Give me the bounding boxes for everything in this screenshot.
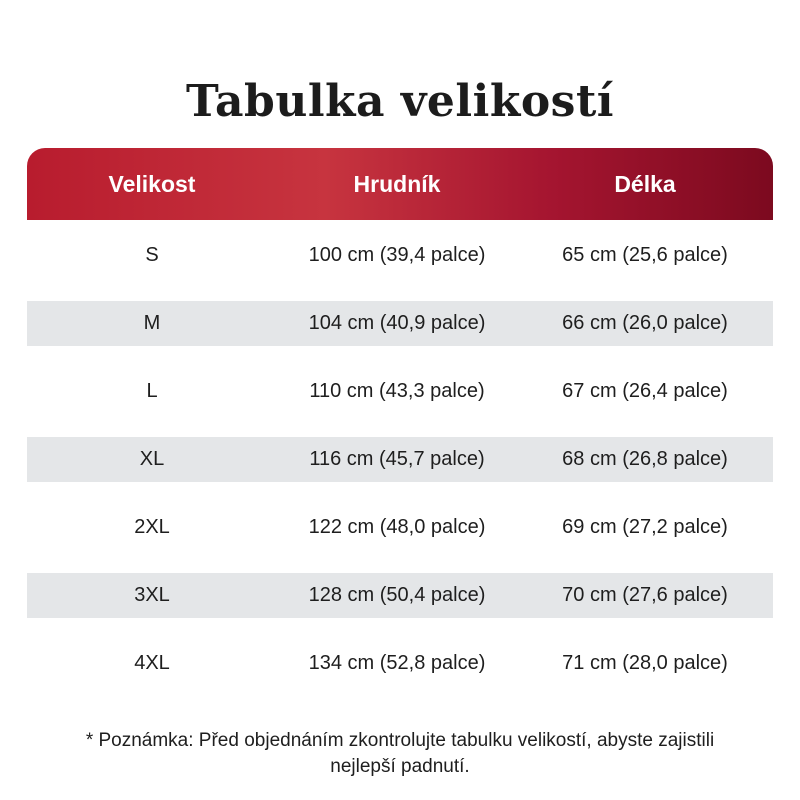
cell-length: 69 cm (27,2 palce)	[562, 516, 728, 538]
cell-chest: 134 cm (52,8 palce)	[308, 652, 486, 674]
table-row	[27, 301, 773, 346]
cell-size: 4XL	[134, 652, 170, 674]
cell-length: 70 cm (27,6 palce)	[562, 584, 728, 606]
cell-chest: 116 cm (45,7 palce)	[309, 448, 485, 470]
table-header	[27, 148, 773, 220]
table-row	[27, 573, 773, 618]
cell-length: 67 cm (26,4 palce)	[562, 380, 728, 402]
cell-chest: 100 cm (39,4 palce)	[308, 244, 486, 266]
cell-size: XL	[139, 448, 165, 470]
cell-chest: 110 cm (43,3 palce)	[309, 380, 485, 402]
cell-chest: 128 cm (50,4 palce)	[308, 584, 486, 606]
footnote: * Poznámka: Před objednáním zkontrolujte tabulku velikostí, abyste zajistili nejlepší padnutí.	[85, 730, 715, 777]
table-row	[27, 437, 773, 482]
cell-chest: 122 cm (48,0 palce)	[308, 516, 486, 538]
cell-chest: 104 cm (40,9 palce)	[308, 312, 486, 334]
cell-size: 2XL	[134, 516, 170, 538]
size-table	[27, 148, 773, 709]
cell-length: 68 cm (26,8 palce)	[562, 448, 728, 470]
header-length: Délka	[614, 170, 676, 197]
table-row	[27, 505, 773, 550]
table-row	[27, 233, 773, 278]
cell-size: S	[145, 244, 159, 266]
cell-length: 66 cm (26,0 palce)	[562, 312, 728, 334]
cell-length: 71 cm (28,0 palce)	[562, 652, 728, 674]
cell-size: 3XL	[134, 584, 170, 606]
header-size: Velikost	[108, 170, 196, 197]
table-row	[27, 369, 773, 414]
cell-size: L	[146, 380, 158, 402]
header-chest: Hrudník	[353, 170, 441, 197]
cell-size: M	[143, 312, 161, 334]
cell-length: 65 cm (25,6 palce)	[562, 244, 728, 266]
table-row	[27, 641, 773, 686]
page-title: Tabulka velikostí	[186, 76, 614, 127]
